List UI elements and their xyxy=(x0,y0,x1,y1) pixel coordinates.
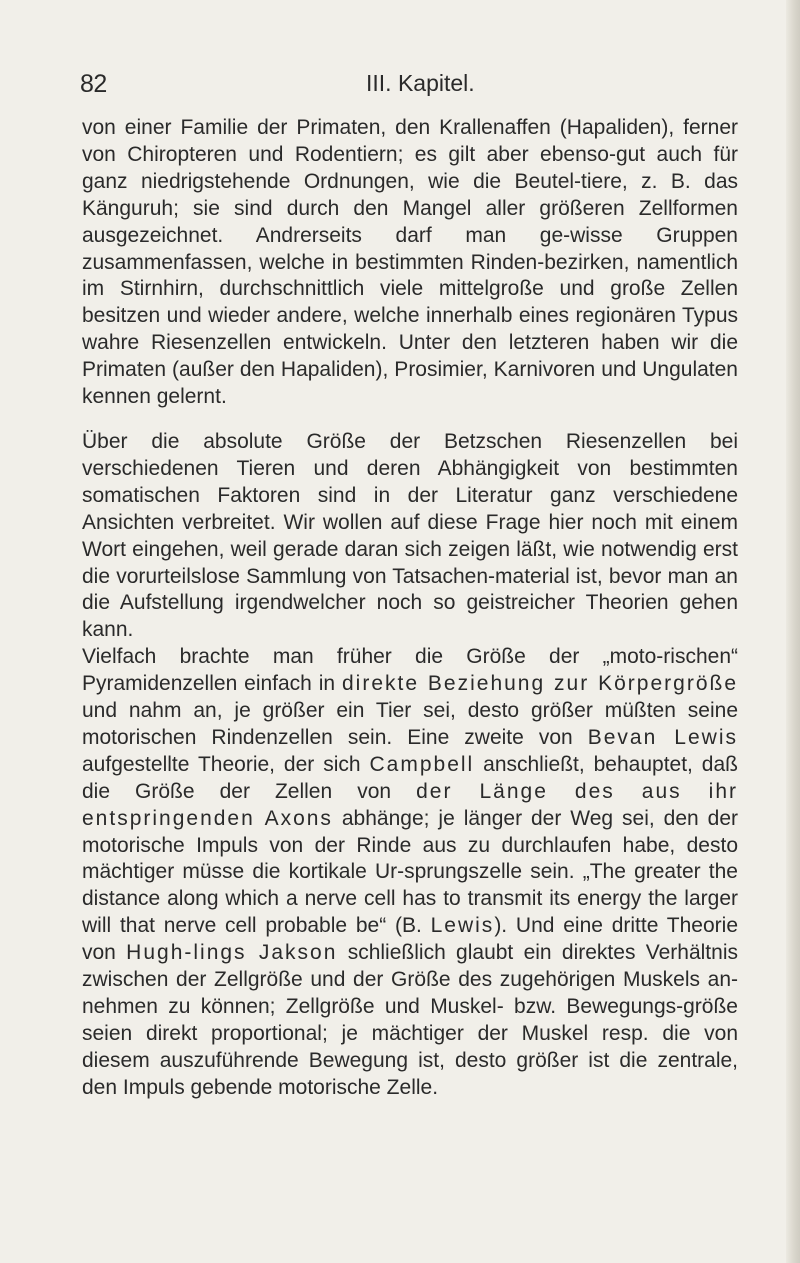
text-run: Über die absolute Größe der Betzschen Riesenzellen bei verschiedenen Tieren und deren Abhängigkeit von bestimmten somatischen Faktoren sind in der Literatur ganz verschiedene Ansichten verbreitet. Wir wollen auf diese Frage hier noch mit einem Wort eingehen, weil gerade daran sich zeigen läßt, wie notwendig erst die vorurteilslose Sammlung von Tatsachen-material ist, bevor man an die Aufstellung irgendwelcher noch so geistreicher Theorien gehen kann. xyxy=(82,429,738,642)
text-run: ). Und eine dritte Theorie von xyxy=(82,914,738,965)
text-run: abhänge; je länger der Weg sei, den der motorische Impuls von der Rinde aus zu durchlaufen habe, desto mächtiger müsse die kortikale Ur-sprungszelle sein. „The greater the distance along which a nerve cell has to transmit its energy the larger will that nerve cell probable be“ (B. xyxy=(82,806,738,938)
paragraph xyxy=(82,429,738,644)
author-name: Hugh-lings Jakson xyxy=(126,941,338,965)
author-name: Bevan Lewis xyxy=(587,725,738,749)
text-run: von einer Familie der Primaten, den Krallenaffen (Hapaliden), ferner von Chiropteren und Rodentiern; es gilt aber ebenso-gut auch für ganz niedrigstehende Ordnungen, wie die Beutel-tiere, z. B. das Känguruh; sie sind durch den Mangel aller größeren Zellformen ausgezeichnet. Andrerseits darf man ge-wisse Gruppen zusammenfassen, welche in bestimmten Rinden-bezirken, namentlich im Stirnhirn, durchschnittlich viele mittelgroße und große Zellen besitzen und wieder andere, welche innerhalb eines regionären Typus wahre Riesenzellen entwickeln. Unter den letzteren haben wir die Primaten (außer den Hapaliden), Prosimier, Karnivoren und Ungulaten kennen gelernt. xyxy=(82,116,738,409)
page-edge-shadow xyxy=(786,0,800,1263)
author-name: Lewis xyxy=(430,914,495,938)
body-text xyxy=(82,115,738,1102)
text-run: anschließt, behauptet, daß die Größe der Zellen von xyxy=(82,752,738,803)
text-run: schließlich glaubt ein direktes Verhältnis zwischen der Zellgröße und der Größe des zugehörigen Muskels an-nehmen zu können; Zellgröße und Muskel- bzw. Bewegungs-größe seien direkt proportional; je mächtiger der Muskel resp. die von diesem auszuführende Bewegung ist, desto größer ist die zentrale, den Impuls gebende motorische Zelle. xyxy=(82,941,738,1099)
paragraph xyxy=(82,115,738,411)
page-number: 82 xyxy=(80,70,107,98)
spaced-emphasis: direkte Beziehung zur Körpergröße xyxy=(341,672,738,696)
text-run: aufgestellte Theorie, der sich xyxy=(82,752,370,776)
text-run: und nahm an, je größer ein Tier sei, desto größer müßten seine motorischen Rindenzellen sein. Eine zweite von xyxy=(82,699,738,749)
running-head: III. Kapitel. xyxy=(366,70,475,96)
text-run: Vielfach brachte man früher die Größe der „moto-rischen“ Pyramidenzellen einfach in xyxy=(82,645,738,696)
spaced-emphasis: der Länge des aus ihr entspringenden Axons xyxy=(82,779,739,830)
page-header xyxy=(80,70,730,106)
paragraph xyxy=(82,644,738,1101)
author-name: Campbell xyxy=(369,752,475,776)
